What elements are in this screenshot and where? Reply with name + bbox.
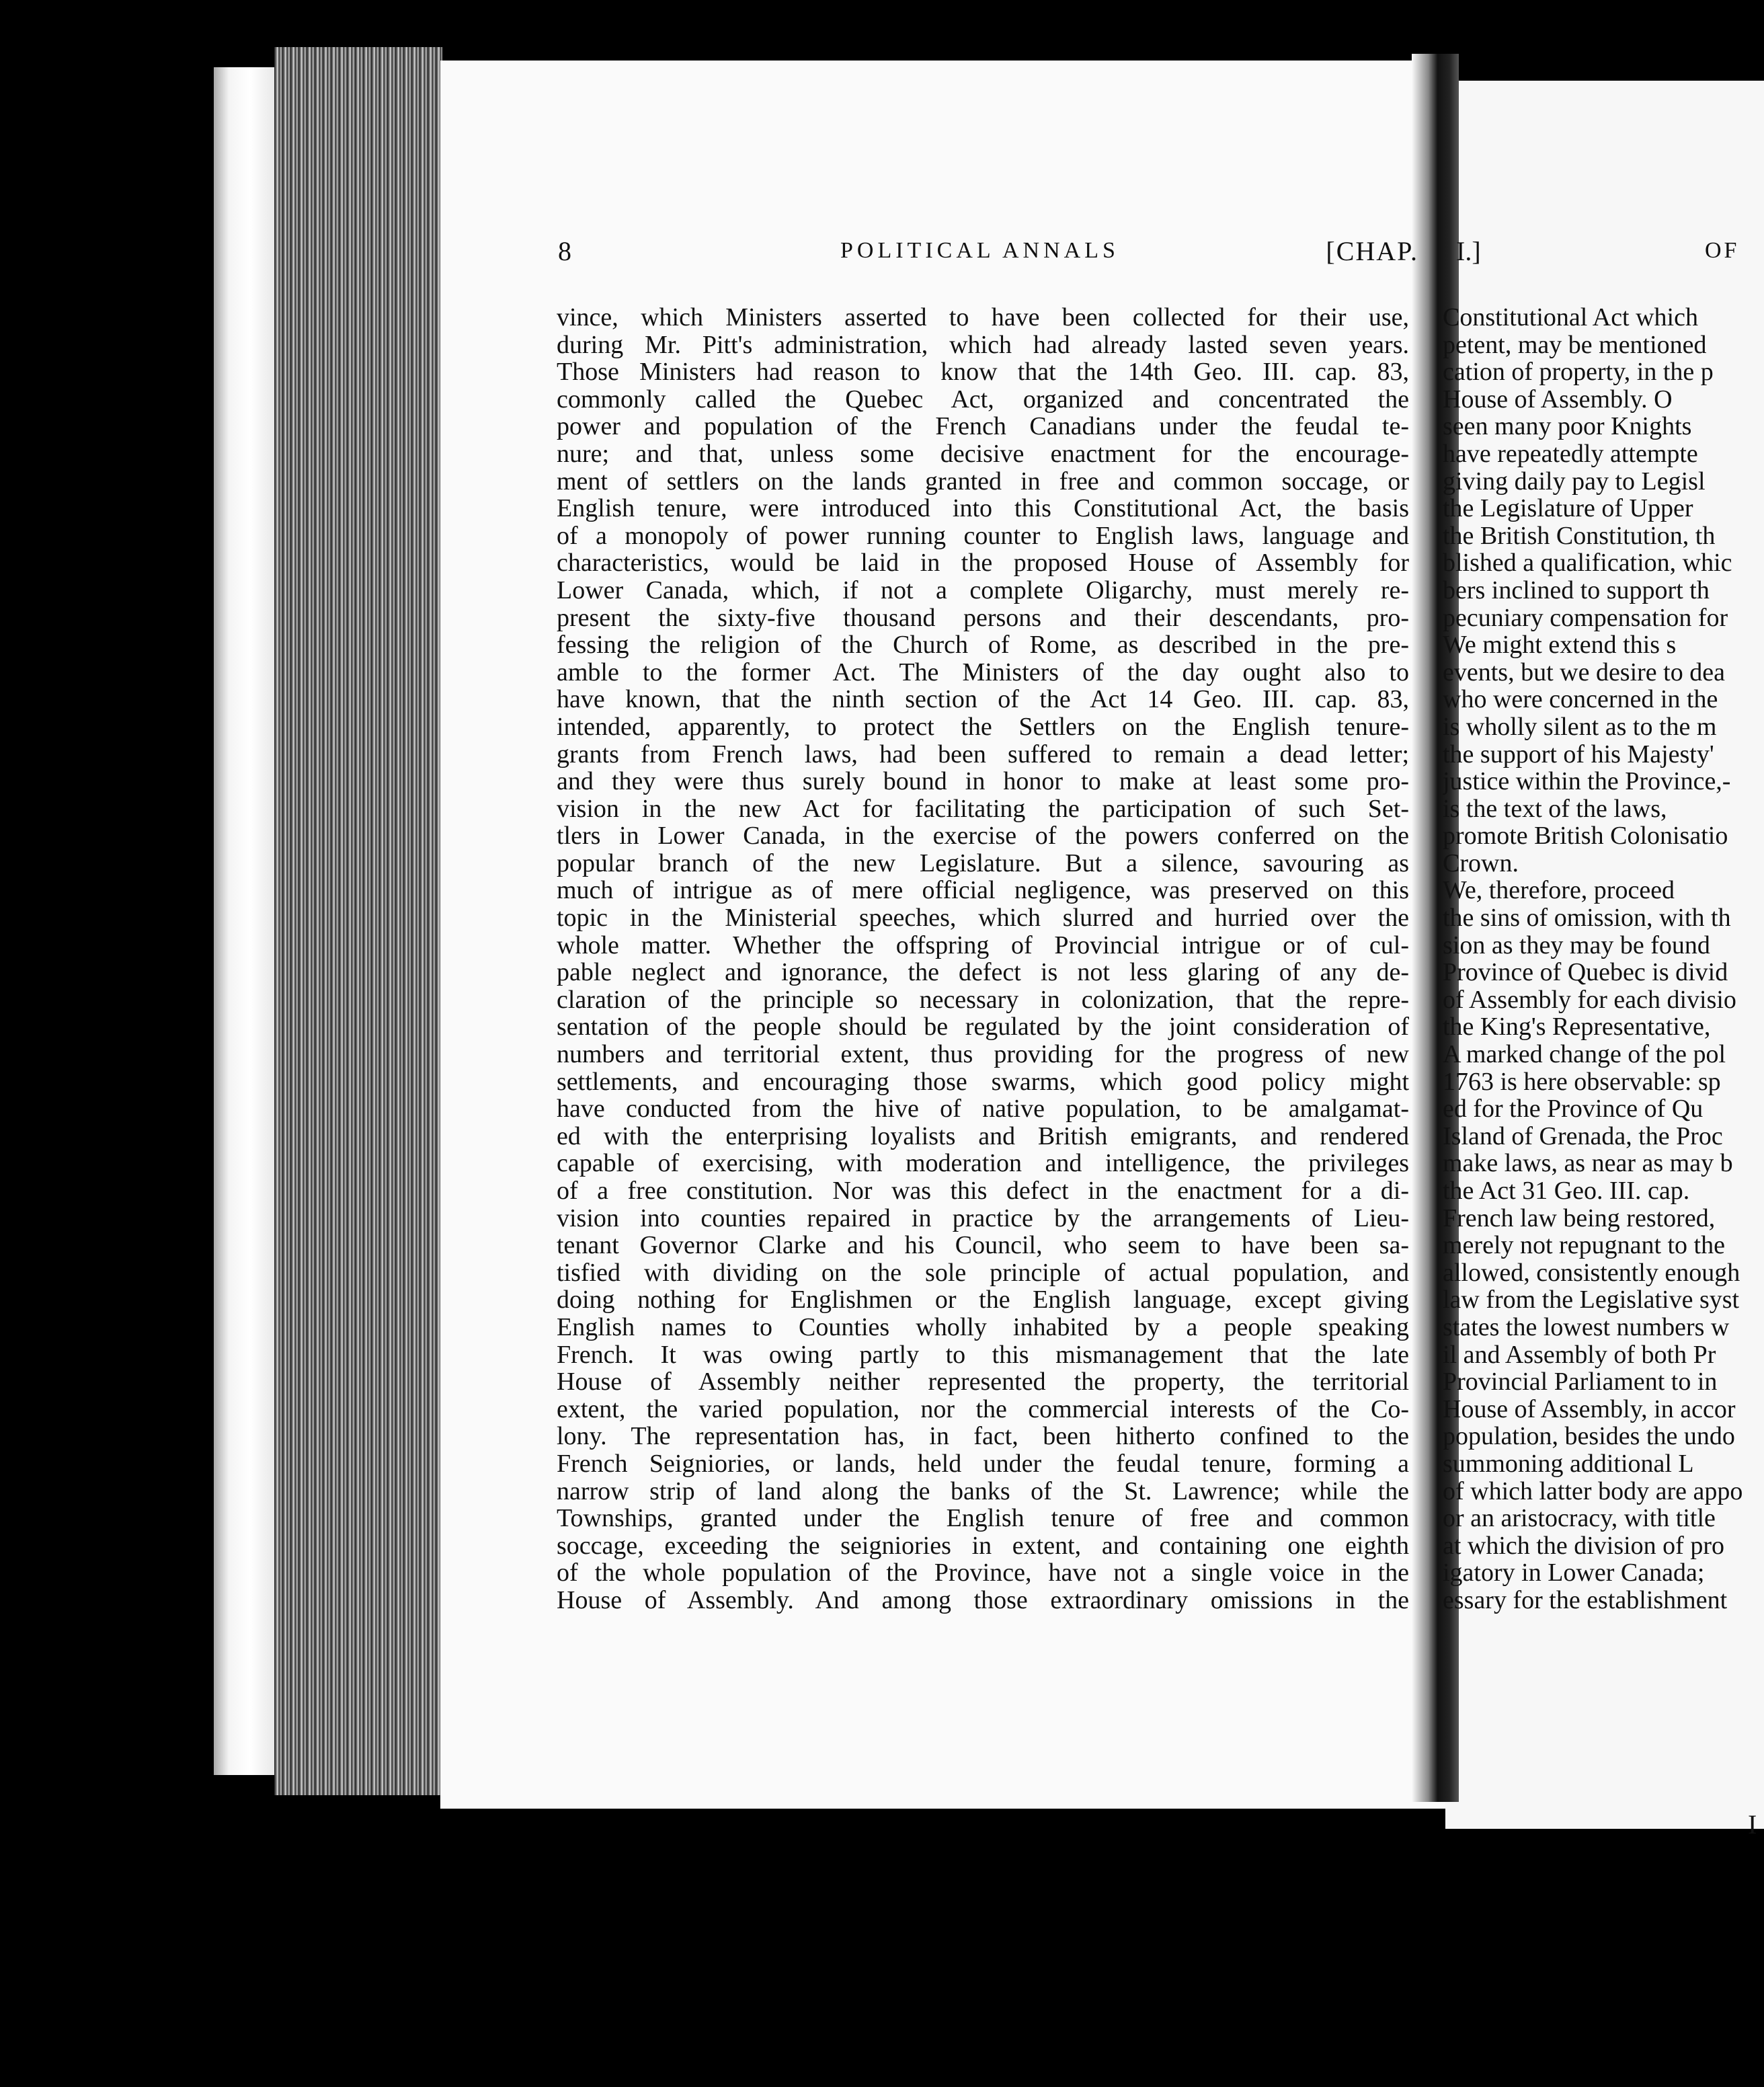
right-page-header — [1456, 235, 1764, 276]
text-line: tisfied with dividing on the sole principle of actual population, and — [557, 1259, 1409, 1287]
text-line: ed with the enterprising loyalists and British emigrants, and rendered — [557, 1122, 1409, 1150]
text-line: tlers in Lower Canada, in the exercise of the powers conferred on the — [557, 822, 1409, 850]
right-text-line: sion as they may be found — [1443, 931, 1710, 959]
text-line: lony. The representation has, in fact, been hitherto confined to the — [557, 1423, 1409, 1450]
right-text-line: have repeatedly attempte — [1443, 439, 1698, 468]
right-text-line: promote British Colonisatio — [1443, 822, 1728, 851]
text-line: capable of exercising, with moderation and intelligence, the privileges — [557, 1150, 1409, 1177]
right-text-line: the Act 31 Geo. III. cap. — [1443, 1177, 1690, 1205]
right-text-line: at which the division of pro — [1443, 1531, 1724, 1560]
text-line: of the whole population of the Province, have not a single voice in the — [557, 1559, 1409, 1587]
left-page-body — [557, 304, 1409, 1614]
text-line: tenant Governor Clarke and his Council, who seem to have been sa- — [557, 1232, 1409, 1259]
right-text-line: Provincial Parliament to in — [1443, 1368, 1718, 1396]
right-text-line: We might extend this s — [1443, 631, 1677, 660]
text-line: English names to Counties wholly inhabited by a people speaking — [557, 1313, 1409, 1341]
text-line: ment of settlers on the lands granted in free and common soccage, or — [557, 467, 1409, 496]
text-line: whole matter. Whether the offspring of Provincial intrigue or of cul- — [557, 931, 1409, 959]
right-text-line: Constitutional Act which — [1443, 304, 1698, 331]
text-line: vision into counties repaired in practice by the arrangements of Lieu- — [557, 1204, 1409, 1232]
right-running-title: OF — [1705, 238, 1740, 263]
right-text-line: seen many poor Knights — [1443, 412, 1692, 441]
text-line: nure; and that, unless some decisive enactment for the encourage- — [557, 440, 1409, 468]
page-edge-stack — [274, 47, 442, 1795]
text-line: French. It was owing partly to this mismanagement that the late — [557, 1341, 1409, 1369]
left-page-header — [558, 235, 1418, 276]
text-line: characteristics, would be laid in the proposed House of Assembly for — [557, 549, 1409, 577]
text-line: settlements, and encouraging those swarms, which good policy might — [557, 1068, 1409, 1096]
right-text-line: French law being restored, — [1443, 1204, 1716, 1232]
text-line: vision in the new Act for facilitating the participation of such Set- — [557, 795, 1409, 823]
text-line: popular branch of the new Legislature. But a silence, savouring as — [557, 849, 1409, 877]
right-text-line: the King's Representative, — [1443, 1013, 1711, 1041]
right-text-line: A marked change of the pol — [1443, 1040, 1726, 1069]
right-text-line: states the lowest numbers w — [1443, 1312, 1730, 1341]
text-line: power and population of the French Canadians under the feudal te- — [557, 413, 1409, 440]
text-line: pable neglect and ignorance, the defect is not less glaring of any de- — [557, 959, 1409, 986]
text-line: soccage, exceeding the seigniories in extent, and containing one eighth — [557, 1532, 1409, 1560]
right-text-line: blished a qualification, whic — [1443, 549, 1732, 578]
text-line: topic in the Ministerial speeches, which slurred and hurried over the — [557, 904, 1409, 932]
running-title: POLITICAL ANNALS — [840, 238, 1119, 263]
right-text-line: Province of Quebec is divid — [1443, 958, 1728, 987]
right-text-line: House of Assembly. O — [1443, 385, 1673, 414]
right-text-line: House of Assembly, in accor — [1443, 1394, 1736, 1423]
right-text-line: We, therefore, proceed — [1443, 876, 1675, 905]
text-line: sentation of the people should be regulated by the joint consideration of — [557, 1013, 1409, 1041]
page-number: 8 — [558, 236, 573, 266]
text-line: Lower Canada, which, if not a complete Oligarchy, must merely re- — [557, 576, 1409, 604]
text-line: French Seigniories, or lands, held under the feudal tenure, forming a — [557, 1450, 1409, 1478]
text-line: House of Assembly neither represented the property, the territorial — [557, 1368, 1409, 1396]
right-text-line: of Assembly for each divisio — [1443, 985, 1736, 1014]
right-text-line: justice within the Province,- — [1443, 767, 1731, 796]
text-line: numbers and territorial extent, thus providing for the progress of new — [557, 1041, 1409, 1068]
text-line: intended, apparently, to protect the Settlers on the English tenure- — [557, 713, 1409, 741]
text-line: of a free constitution. Nor was this defect in the enactment for a di- — [557, 1177, 1409, 1205]
right-text-line: who were concerned in the — [1443, 685, 1718, 714]
page-edge-white — [214, 67, 274, 1775]
right-page-footer: I — [1748, 1809, 1757, 1840]
right-text-line: petent, may be mentioned — [1443, 330, 1707, 359]
right-text-line: is the text of the laws, — [1443, 794, 1667, 823]
right-text-line: summoning additional L — [1443, 1449, 1694, 1478]
right-text-line: 1763 is here observable: sp — [1443, 1067, 1721, 1096]
text-line: narrow strip of land along the banks of the St. Lawrence; while the — [557, 1477, 1409, 1505]
text-line: grants from French laws, had been suffered to remain a dead letter; — [557, 740, 1409, 769]
right-text-line: is wholly silent as to the m — [1443, 712, 1717, 741]
right-text-line: igatory in Lower Canada; — [1443, 1559, 1705, 1587]
chapter-mark: [CHAP. — [1326, 236, 1418, 266]
text-line: vince, which Ministers asserted to have been collected for their use, — [557, 304, 1409, 331]
text-line: have conducted from the hive of native population, to be amalgamat- — [557, 1095, 1409, 1123]
right-text-line: the Legislature of Upper — [1443, 494, 1693, 523]
text-line: present the sixty-five thousand persons and their descendants, pro- — [557, 604, 1409, 632]
right-text-line: the British Constitution, th — [1443, 521, 1716, 550]
text-line: commonly called the Quebec Act, organized and concentrated the — [557, 385, 1409, 414]
text-line: and they were thus surely bound in honor to make at least some pro- — [557, 768, 1409, 795]
right-chapter-mark: I.] — [1456, 236, 1481, 266]
text-line: English tenure, were introduced into this Constitutional Act, the basis — [557, 495, 1409, 522]
right-text-line: Island of Grenada, the Proc — [1443, 1121, 1723, 1150]
text-line: during Mr. Pitt's administration, which had already lasted seven years. — [557, 331, 1409, 359]
right-text-line: population, besides the undo — [1443, 1422, 1735, 1451]
right-text-line: of which latter body are appo — [1443, 1476, 1743, 1505]
text-line: extent, the varied population, nor the commercial interests of the Co- — [557, 1395, 1409, 1423]
right-text-line: or an aristocracy, with title — [1443, 1504, 1716, 1533]
text-line: Townships, granted under the English tenure of free and common — [557, 1505, 1409, 1532]
right-text-line: the sins of omission, with th — [1443, 904, 1731, 933]
right-text-line: cation of property, in the p — [1443, 358, 1714, 387]
text-line: have known, that the ninth section of the Act 14 Geo. III. cap. 83, — [557, 686, 1409, 713]
right-text-line: merely not repugnant to the — [1443, 1231, 1725, 1260]
right-text-line: Crown. — [1443, 849, 1519, 877]
right-text-line: make laws, as near as may b — [1443, 1149, 1733, 1178]
right-text-line: il and Assembly of both Pr — [1443, 1340, 1716, 1369]
right-text-line: allowed, consistently enough — [1443, 1258, 1740, 1287]
text-line: House of Assembly. And among those extraordinary omissions in the — [557, 1586, 1409, 1614]
right-text-line: law from the Legislative syst — [1443, 1286, 1740, 1314]
text-line: much of intrigue as of mere official negligence, was preserved on this — [557, 877, 1409, 905]
text-line: of a monopoly of power running counter to English laws, language and — [557, 522, 1409, 550]
right-text-line: events, but we desire to dea — [1443, 658, 1725, 686]
right-text-line: giving daily pay to Legisl — [1443, 467, 1706, 496]
right-text-line: essary for the establishment — [1443, 1585, 1728, 1614]
right-text-line: pecuniary compensation for — [1443, 603, 1728, 632]
right-text-line: ed for the Province of Qu — [1443, 1095, 1703, 1124]
text-line: claration of the principle so necessary in colonization, that the repre- — [557, 986, 1409, 1014]
right-text-line: the support of his Majesty' — [1443, 740, 1714, 769]
text-line: Those Ministers had reason to know that the 14th Geo. III. cap. 83, — [557, 358, 1409, 386]
right-text-line: bers inclined to support th — [1443, 576, 1710, 604]
text-line: amble to the former Act. The Ministers of the day ought also to — [557, 658, 1409, 686]
text-line: doing nothing for Englishmen or the English language, except giving — [557, 1286, 1409, 1314]
right-page-body — [1443, 304, 1764, 1614]
text-line: fessing the religion of the Church of Rome, as described in the pre- — [557, 631, 1409, 659]
